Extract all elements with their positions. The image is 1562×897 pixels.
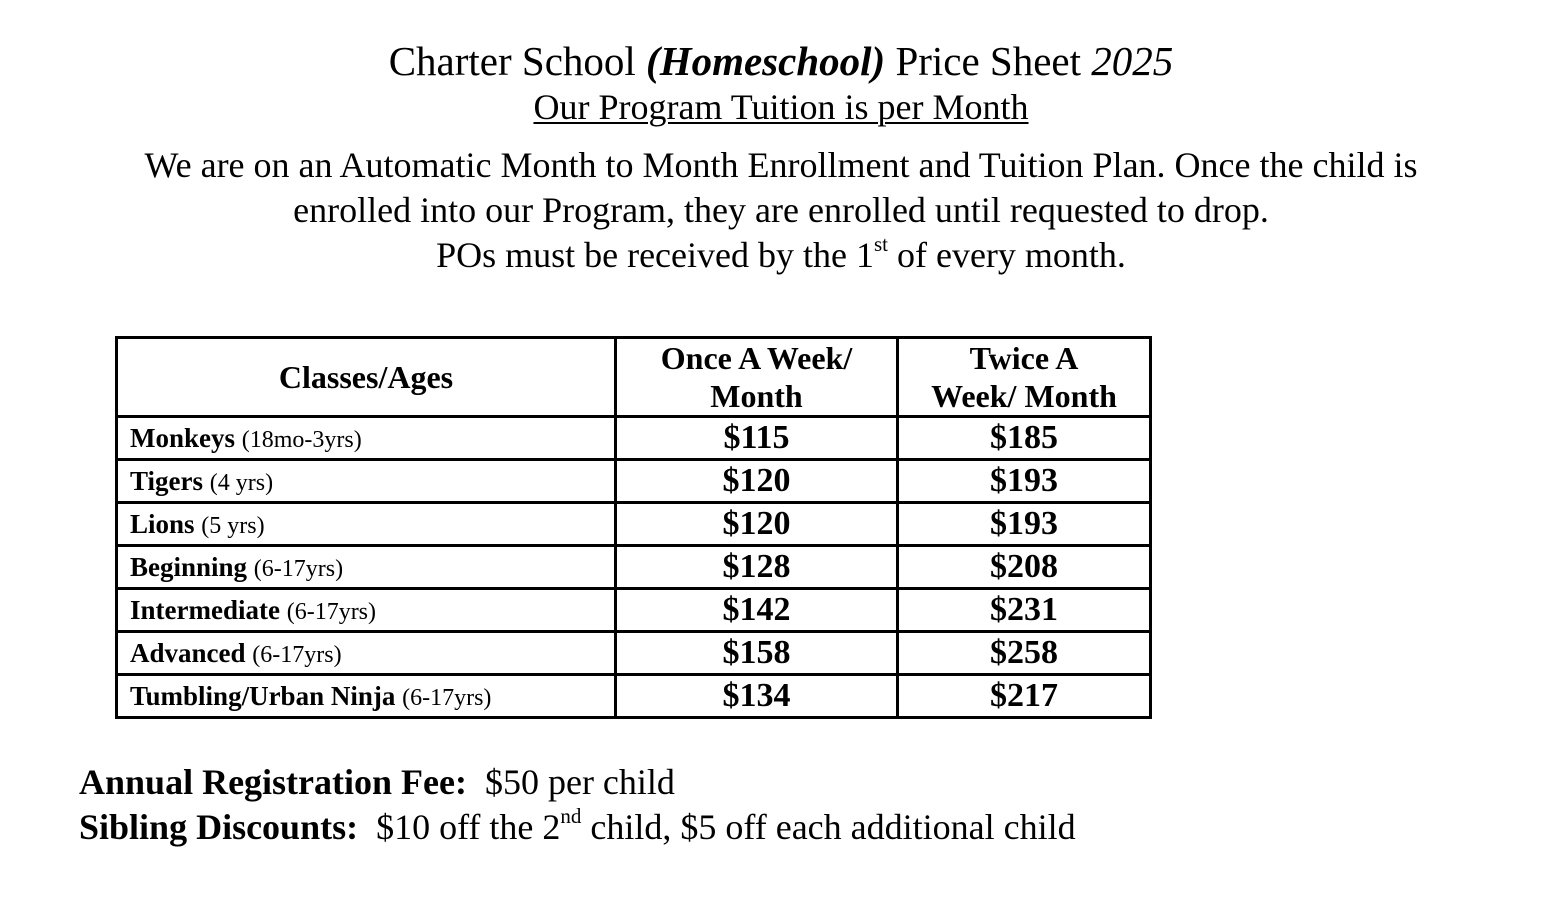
- title-year: 2025: [1091, 38, 1174, 84]
- table-header-row: [117, 338, 1151, 417]
- class-age: (4 yrs): [209, 469, 274, 496]
- table-row: [117, 417, 1151, 460]
- class-name: Advanced: [130, 637, 246, 668]
- sibling-discounts-label: Sibling Discounts:: [79, 807, 359, 847]
- title-text-2: Price Sheet: [885, 38, 1092, 84]
- class-cell: [117, 503, 616, 546]
- twice-a-week-price: $231: [898, 589, 1151, 632]
- class-name: Tumbling/Urban Ninja: [130, 680, 396, 711]
- class-cell: [117, 589, 616, 632]
- registration-fee: [79, 760, 1076, 805]
- header-twice-a-week: [898, 338, 1151, 417]
- intro-line-3-text-end: of every month.: [887, 235, 1126, 275]
- registration-fee-label: Annual Registration Fee:: [79, 762, 467, 802]
- class-cell: [117, 632, 616, 675]
- intro-line-2: enrolled into our Program, they are enrolled until requested to drop.: [293, 190, 1269, 230]
- once-a-week-price: $120: [616, 460, 898, 503]
- class-age: (5 yrs): [201, 512, 265, 539]
- class-cell: [117, 546, 616, 589]
- twice-a-week-price: $258: [898, 632, 1151, 675]
- class-name: Lions: [130, 508, 195, 539]
- intro-line-3-sup: st: [873, 232, 888, 256]
- sibling-discounts-sup: nd: [560, 804, 582, 828]
- header-twice-line-1: Twice A: [969, 340, 1079, 376]
- class-cell: [117, 417, 616, 460]
- class-cell: [117, 675, 616, 718]
- title-homeschool: (Homeschool): [646, 38, 886, 84]
- twice-a-week-price: $217: [898, 675, 1151, 718]
- once-a-week-price: $128: [616, 546, 898, 589]
- page-subtitle: [0, 87, 1562, 127]
- once-a-week-price: $134: [616, 675, 898, 718]
- class-cell: [117, 460, 616, 503]
- class-name: Intermediate: [130, 594, 280, 625]
- sibling-discounts-text-end: child, $5 off each additional child: [581, 807, 1076, 847]
- header-classes-ages: Classes/Ages: [117, 338, 616, 417]
- twice-a-week-price: $185: [898, 417, 1151, 460]
- class-age: (6-17yrs): [252, 641, 342, 668]
- once-a-week-price: $115: [616, 417, 898, 460]
- header-once-a-week: [616, 338, 898, 417]
- class-age: (6-17yrs): [253, 555, 344, 582]
- page-title: [0, 38, 1562, 84]
- table-row: [117, 460, 1151, 503]
- once-a-week-price: $142: [616, 589, 898, 632]
- header-twice-line-2: Week/ Month: [931, 378, 1117, 414]
- once-a-week-price: $158: [616, 632, 898, 675]
- table-row: [117, 632, 1151, 675]
- class-age: (6-17yrs): [402, 684, 492, 711]
- intro-line-3-text: POs must be received by the 1: [436, 235, 874, 275]
- intro-line-1: We are on an Automatic Month to Month Enrollment and Tuition Plan. Once the child is: [144, 145, 1418, 185]
- subtitle-text: Our Program Tuition is per Month: [533, 87, 1029, 127]
- header-once-line-1: Once A Week/: [660, 340, 853, 376]
- class-age: (18mo-3yrs): [241, 426, 362, 453]
- header-once-line-2: Month: [710, 378, 803, 414]
- intro-line-3: [0, 233, 1562, 278]
- sibling-discounts-text: $10 off the 2: [376, 807, 561, 847]
- once-a-week-price: $120: [616, 503, 898, 546]
- twice-a-week-price: $193: [898, 460, 1151, 503]
- class-name: Tigers: [130, 465, 203, 496]
- table-row: [117, 589, 1151, 632]
- sibling-discounts: [79, 805, 1076, 850]
- class-name: Monkeys: [130, 422, 236, 453]
- class-age: (6-17yrs): [286, 598, 377, 625]
- table-row: [117, 546, 1151, 589]
- title-text: Charter School: [388, 38, 647, 84]
- price-table: [115, 336, 1152, 719]
- twice-a-week-price: $193: [898, 503, 1151, 546]
- class-name: Beginning: [130, 551, 248, 582]
- twice-a-week-price: $208: [898, 546, 1151, 589]
- intro-paragraph: [0, 143, 1562, 278]
- fees-section: [79, 760, 1076, 850]
- table-row: [117, 503, 1151, 546]
- registration-fee-value: $50 per child: [484, 762, 675, 802]
- table-row: [117, 675, 1151, 718]
